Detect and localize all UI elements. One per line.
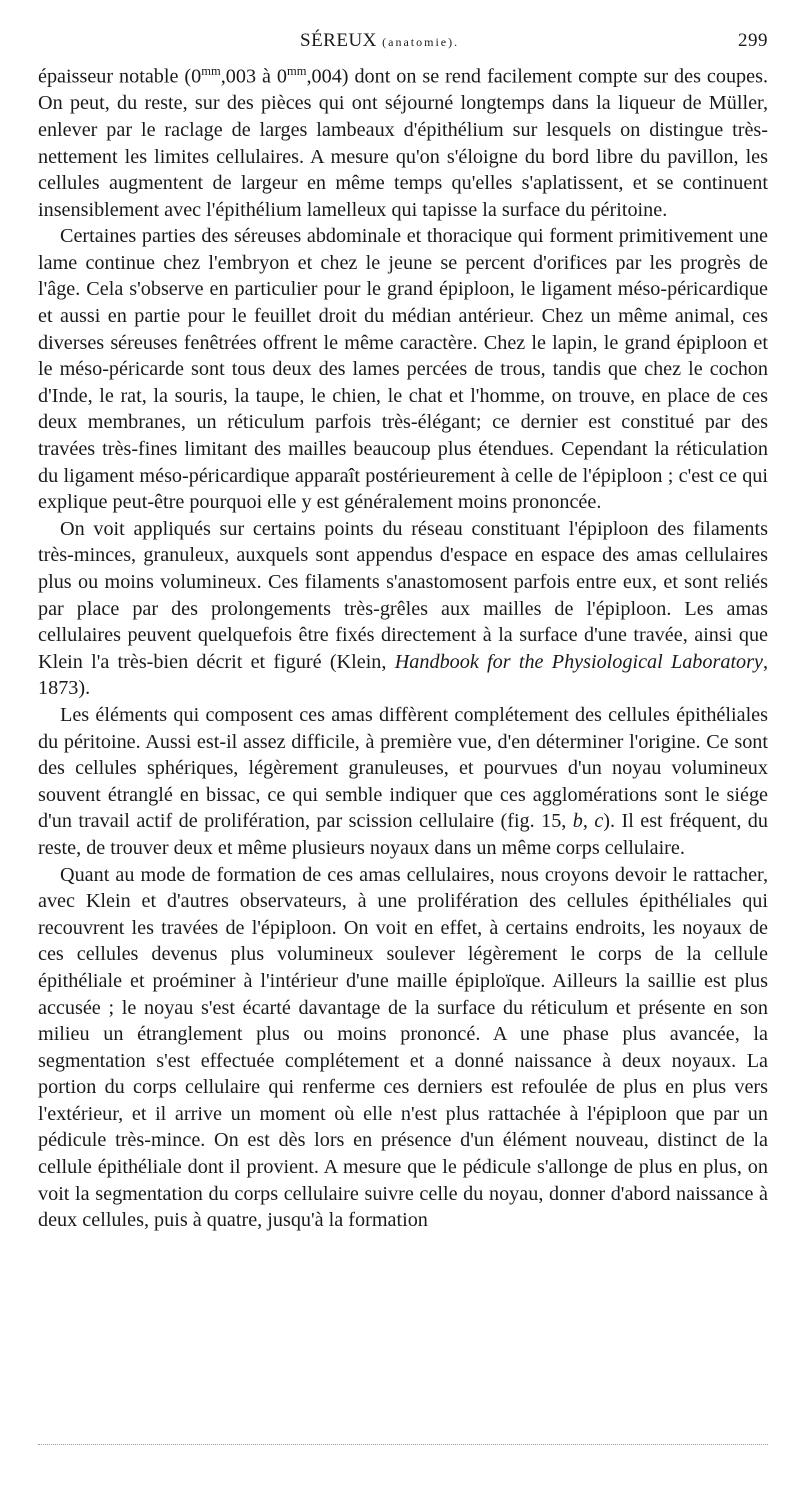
- running-title-sub: (anatomie).: [382, 35, 460, 49]
- page: [38, 30, 768, 1234]
- italic-text: c: [594, 810, 604, 833]
- paragraph: [38, 223, 768, 516]
- body-text: [38, 58, 768, 1234]
- footer-rule: [38, 1444, 768, 1445]
- text-run: Certaines parties des séreuses abdominale et thoracique qui forment primitivement une lame continue chez l'embryon et chez le jeune se percent d'orifices par les progrès de l'âge. Cela s'observe en particulier pour le grand épiploon, le ligament méso-péricardique et aussi en partie pour le feuillet droit du médian antérieur. Chez un même animal, ces diverses séreuses fenêtrées offrent le même caractère. Chez le lapin, le grand épiploon et le méso-péricarde sont tous deux des lames percées de trous, tandis que chez le cochon d'Inde, le rat, la souris, la taupe, le chien, le chat et l'homme, on trouve, en place de ces deux membranes, un réticulum parfois très-élégant; ce dernier est constitué par des travées très-fines limitant des mailles beaucoup plus étendues. Cependant la réticulation du ligament méso-péricardique apparaît postérieurement à celle de l'épiploon ; c'est ce qui explique peut-être pourquoi elle y est généralement moins prononcée.: [38, 225, 768, 514]
- text-run: ,003 à 0: [220, 65, 287, 88]
- italic-text: Handbook for the Physiological Laboratory: [394, 650, 763, 673]
- paragraph: [38, 58, 768, 223]
- unit-superscript: mm: [286, 64, 307, 78]
- paragraph: [38, 702, 768, 862]
- italic-text: b: [572, 810, 583, 833]
- text-run: Les éléments qui composent ces amas diffèrent complétement des cellules épithéliales du péritoine. Aussi est-il assez difficile, à première vue, d'en déterminer l'origine. Ce sont des cellules sphériques, légèrement granuleuses, et pourvues d'un noyau volumineux souvent étranglé en bissac, ce qui semble indiquer que ces agglomérations sont le siége d'un travail actif de prolifération, par scission cellulaire (fig. 15,: [38, 703, 768, 833]
- text-run: ,004) dont on se rend facilement compte sur des coupes. On peut, du reste, sur des pièces qui ont séjourné longtemps dans la liqueur de Müller, enlever par le raclage de larges lambeaux d'épithélium sur lesquels on distingue très-nettement les limites cellulaires. A mesure qu'on s'éloigne du bord libre du pavillon, les cellules augmentent de largeur en même temps qu'elles s'aplatissent, et se continuent insensiblement avec l'épithélium lamelleux qui tapisse la surface du péritoine.: [38, 65, 769, 221]
- running-title: [300, 30, 459, 52]
- text-run: On voit appliqués sur certains points du réseau constituant l'épiploon des filaments très-minces, granuleux, auxquels sont appendus d'espace en espace des amas cellulaires plus ou moins volumineux. Ces filaments s'anastomosent parfois entre eux, et sont reliés par place par des prolongements très-grêles aux mailles de l'épiploon. Les amas cellulaires peuvent quelquefois être fixés directement à la surface d'une travée, ainsi que Klein l'a très-bien décrit et figuré (Klein,: [38, 517, 768, 673]
- page-number: 299: [738, 30, 768, 51]
- text-run: épaisseur notable (0: [38, 65, 202, 88]
- text-run: , 1873).: [38, 650, 769, 700]
- text-run: Quant au mode de formation de ces amas cellulaires, nous croyons devoir le rattacher, avec Klein et d'autres observateurs, à une prolifération des cellules épithéliales qui recouvrent les travées de l'épiploon. On voit en effet, à certains endroits, les noyaux de ces cellules devenus plus volumineux soulever légèrement le corps de la cellule épithéliale et proéminer à l'intérieur d'une maille épiploïque. Ailleurs la saillie est plus accusée ; le noyau s'est écarté davantage de la surface du réticulum et présente en son milieu un étranglement plus ou moins prononcé. A une phase plus avancée, la segmentation s'est effectuée complétement et a donné naissance à deux noyaux. La portion du corps cellulaire qui renferme ces derniers est refoulée de plus en plus vers l'extérieur, et il arrive un moment où elle n'est plus rattachée à l'épiploon que par un pédicule très-mince. On est dès lors en présence d'un élément nouveau, distinct de la cellule épithéliale dont il provient. A mesure que le pédicule s'allonge de plus en plus, on voit la segmentation du corps cellulaire suivre celle du noyau, donner d'abord naissance à deux cellules, puis à quatre, jusqu'à la formation: [38, 863, 768, 1232]
- running-head: [38, 30, 768, 58]
- unit-superscript: mm: [201, 64, 221, 78]
- paragraph: [38, 516, 768, 702]
- text-run: ,: [582, 810, 595, 833]
- text-run: ). Il est fréquent, du reste, de trouver deux et même plusieurs noyaux dans un même corps cellulaire.: [38, 810, 768, 859]
- paragraph: [38, 862, 768, 1234]
- running-title-main: SÉREUX: [300, 30, 377, 51]
